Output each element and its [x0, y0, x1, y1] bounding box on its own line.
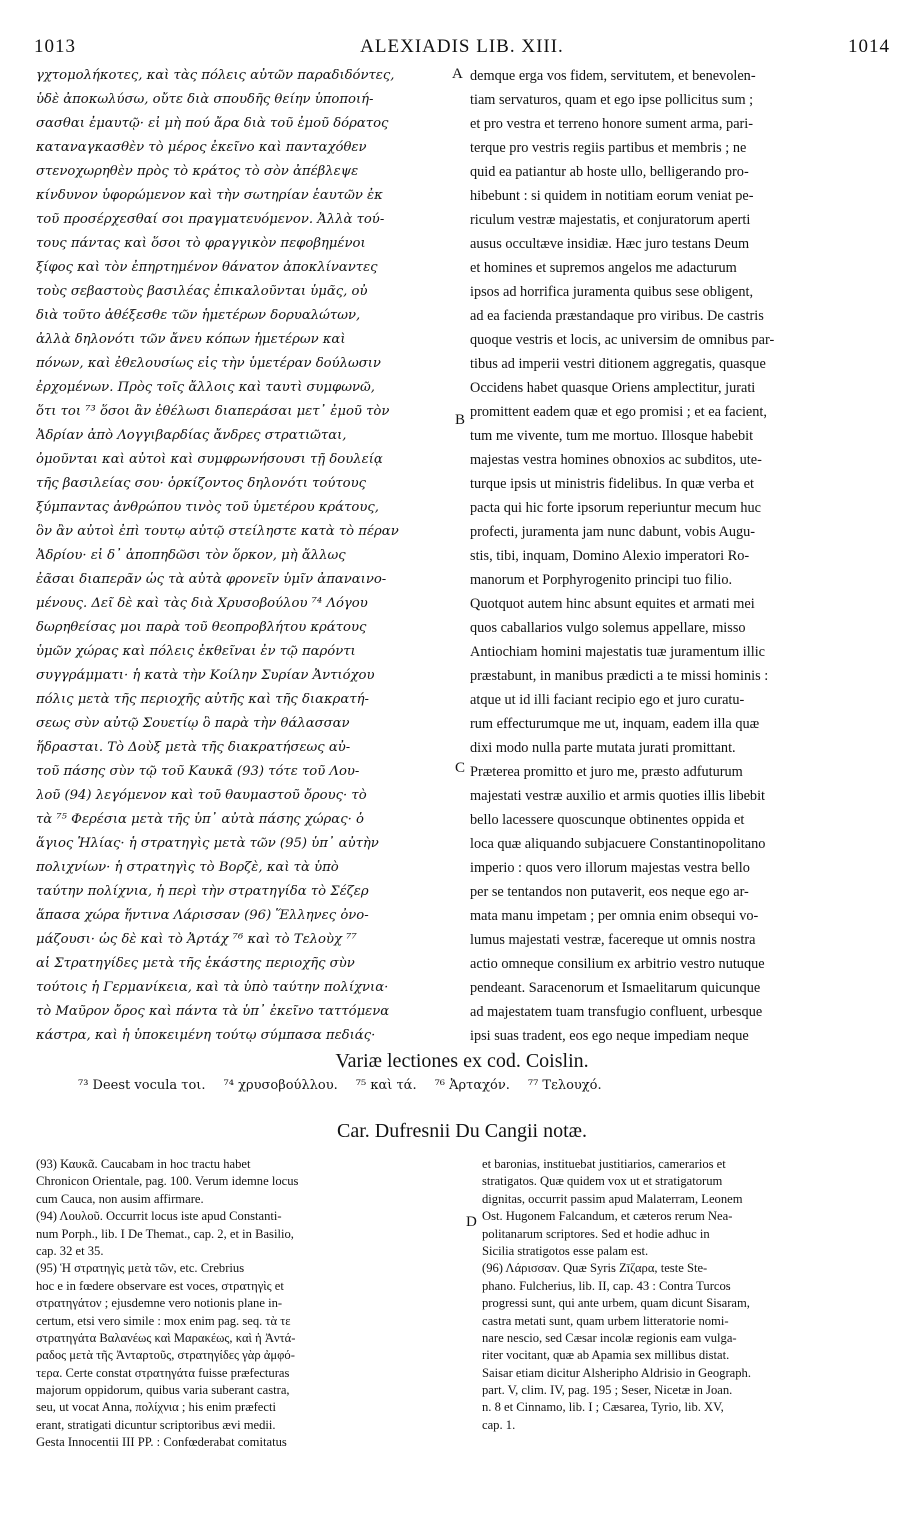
latin-text-line: per se tentandos non putaverit, eos neque ego ar- — [470, 884, 749, 900]
latin-text-line: mata manu impetam ; per omnia enim obsequi vo- — [470, 908, 759, 924]
greek-text-line: ξύμπαντας ἀνθρώπου τινὸς τοῦ ὑμετέρου κράτους, — [36, 500, 379, 515]
variant-reading: ⁷⁶ Ἀρταχόν. — [434, 1078, 510, 1093]
greek-text-line: στενοχωρηθὲν πρὸς τὸ κράτος τὸ σὸν ἀπέβλεψε — [36, 164, 359, 179]
margin-letter-a: A — [452, 66, 463, 82]
greek-text-column — [36, 64, 452, 1048]
latin-text-line: atque ut id illi faciant recipio ego et juro curatu- — [470, 692, 745, 708]
latin-text-line: quid ea patiantur ab hoste ullo, belligerando pro- — [470, 164, 749, 180]
latin-text-line: hibebunt : si quidem in notitiam eorum veniat pe- — [470, 188, 754, 204]
note-line: ραδος μετὰ τῆς Ἀνταρτοῦς, στρατηγίδες γὰρ ἀμφό- — [36, 1348, 295, 1363]
greek-text-line: κίνδυνον ὑφορώμενον καὶ τὴν σωτηρίαν ἑαυτῶν ἐκ — [36, 188, 383, 203]
greek-text-line: διὰ τοῦτο ἀθέξεσθε τῶν ἡμετέρων δορυαλώτων, — [36, 308, 361, 323]
note-line: Chronicon Orientale, pag. 100. Verum idemne locus — [36, 1174, 299, 1189]
greek-text-line: ἅπασα χώρα ἥντινα Λάρισσαν (96) Ἕλληνες ὀνο- — [36, 908, 369, 923]
note-line: erant, stratigati dicuntur scriptoribus ævi medii. — [36, 1417, 276, 1432]
note-line: certum, etsi vero simile : mox enim pag. seq. τὰ τε — [36, 1313, 291, 1328]
greek-text-line: ὅτι τοι ⁷³ ὅσοι ἂν ἐθέλωσι διαπεράσαι μετ᾽ ἐμοῦ τὸν — [36, 404, 390, 419]
greek-text-line: ἥδρασται. Τὸ Δοὺξ μετὰ τῆς διακρατήσεως αὐ- — [36, 740, 351, 755]
note-line: phano. Fulcherius, lib. II, cap. 43 : Contra Turcos — [482, 1278, 731, 1293]
note-line: nare nescio, sed Cæsar incolæ regionis eam vulga- — [482, 1330, 737, 1345]
greek-text-line: ὑδὲ ἀποκωλύσω, οὔτε διὰ σπουδῆς θείην ὑποποιή- — [36, 92, 374, 107]
greek-text-line: ὃν ἂν αὐτοὶ ἐπὶ τουτῳ αὐτῷ στείληστε κατὰ τὸ πέραν — [36, 524, 399, 539]
greek-text-line: λοῦ (94) λεγόμενον καὶ τοῦ θαυμαστοῦ ὄρους· τὸ — [36, 788, 367, 803]
note-line: (96) Λάρισσαν. Quæ Syris Zīζαρα, teste Ste- — [482, 1261, 708, 1276]
latin-text-line: tum me vivente, tum me mortuo. Illosque habebit — [470, 428, 754, 444]
notes-left-column — [36, 1156, 460, 1452]
latin-text-column — [470, 64, 890, 1048]
latin-text-line: manorum et Porphyrogenito principi tuo filio. — [470, 572, 733, 588]
margin-letter-d: D — [466, 1214, 477, 1230]
variant-reading: ⁷⁴ χρυσοβούλλου. — [223, 1078, 338, 1093]
variae-lectiones-title: Variæ lectiones ex cod. Coislin. — [335, 1050, 589, 1072]
latin-text-line: præstabunt, in manibus prædicti a te missi hominis : — [470, 668, 769, 684]
latin-text-line: Præterea promitto et juro me, præsto adfuturum — [470, 764, 743, 780]
greek-text-line: κάστρα, καὶ ἡ ὑποκειμένη τούτῳ σύμπασα πεδιάς· — [36, 1028, 376, 1043]
greek-text-line: τούτοις ἡ Γερμανίκεια, καὶ τὰ ὑπὸ ταύτην πολίχνια· — [36, 980, 389, 995]
greek-text-line: ἅγιος Ἡλίας· ἡ στρατηγὶς μετὰ τῶν (95) ὑπ᾽ αὐτὴν — [36, 836, 379, 851]
latin-text-line: Occidens habet quasque Oriens amplectitur, jurati — [470, 380, 756, 396]
latin-text-line: dixi modo nulla parte mutata jurati promittant. — [470, 740, 736, 756]
latin-text-line: promittent eadem quæ et ego promisi ; et ea facient, — [470, 404, 767, 420]
greek-text-line: ἐᾶσαι διαπερᾶν ὡς τὰ αὐτὰ φρονεῖν ὑμῖν ἀπαναινο- — [36, 572, 387, 587]
greek-text-line: ὀμοῦνται καὶ αὐτοὶ καὶ συμφρωνήσουσι τῇ δουλείᾳ — [36, 452, 383, 467]
note-line: cum Cauca, non ausim affirmare. — [36, 1191, 204, 1206]
note-line: στρατηγάτα Βαλανέως καὶ Μαρακέως, καὶ ἡ Ἀντά- — [36, 1330, 296, 1345]
note-line: majorum oppidorum, quibus varia suberant castra, — [36, 1383, 290, 1398]
latin-text-line: lumus majestati vestræ, facereque ut omnis nostra — [470, 932, 756, 948]
note-line: Sicilia stratigotos esse palam est. — [482, 1243, 649, 1258]
greek-text-line: μάζουσι· ὡς δὲ καὶ τὸ Ἀρτάχ ⁷⁶ καὶ τὸ Τελοὺχ ⁷⁷ — [36, 932, 357, 947]
latin-text-line: turque ipsis ut ministris fidelibus. In quæ verba et — [470, 476, 754, 492]
note-line: hoc e in fœdere observare est voces, στρατηγὶς et — [36, 1278, 284, 1293]
greek-text-line: τῆς βασιλείας σου· ὁρκίζοντος δηλονότι τούτους — [36, 476, 366, 491]
note-line: (93) Καυκᾶ. Caucabam in hoc tractu habet — [36, 1157, 251, 1171]
note-line: et baronias, instituebat justitiarios, camerarios et — [482, 1157, 726, 1171]
note-line: dignitas, occurrit passim apud Malaterram, Leonem — [482, 1191, 743, 1206]
running-title: ALEXIADIS LIB. XIII. — [360, 36, 564, 57]
greek-text-line: τὸ Μαῦρον ὄρος καὶ πάντα τὰ ὑπ᾽ ἐκεῖνο ταττόμενα — [36, 1004, 390, 1019]
note-line: politanarum scriptores. Sed et hodie adhuc in — [482, 1226, 710, 1241]
greek-text-line: Ἀδρίου· εἰ δ᾽ ἀποπηδῶσι τὸν ὅρκον, μὴ ἄλλως — [36, 548, 346, 563]
greek-text-line: τοῦ πάσης σὺν τῷ τοῦ Καυκᾶ (93) τότε τοῦ Λου- — [36, 764, 360, 779]
note-line: part. V, clim. IV, pag. 195 ; Seser, Nicetæ in Joan. — [482, 1383, 733, 1398]
note-line: στρατηγάτον ; ejusdemne vero notionis plane in- — [36, 1296, 283, 1311]
latin-text-line: profecti, juramenta jam nunc dabunt, vobis Augu- — [470, 524, 756, 540]
note-line: Ost. Hugonem Falcandum, et cæteros rerum Nea- — [482, 1209, 733, 1224]
latin-text-line: quos caballarios vulgo solemus appellare, misso — [470, 620, 746, 636]
greek-text-line: δωρηθείσας μοι παρὰ τοῦ θεοπροβλήτου κράτους — [36, 620, 367, 635]
note-line: (95) Ἡ στρατηγὶς μετὰ τῶν, etc. Crebrius — [36, 1261, 245, 1276]
latin-text-line: pendeant. Saracenorum et Ismaelitarum quicunque — [470, 980, 761, 996]
notes-right-column — [482, 1156, 890, 1434]
greek-text-line: ξίφος καὶ τὸν ἐπηρτημένον θάνατον ἀποκλίναντες — [36, 260, 378, 275]
latin-text-line: et pro vestra et terreno honore sument arma, pari- — [470, 116, 754, 132]
variae-lectiones-list — [78, 1078, 884, 1093]
note-line: castra metati sunt, quam urbem litteratorie nomi- — [482, 1313, 729, 1328]
note-line: τερα. Certe constat στρατηγάτα fuisse præfecturas — [36, 1365, 290, 1380]
latin-text-line: quoque vestris et locis, ac universim de omnibus par- — [470, 332, 775, 348]
greek-text-line: τοὺς σεβαστοὺς βασιλέας ἐπικαλοῦνται ὑμᾶς, οὐ — [36, 284, 368, 299]
note-line: n. 8 et Cinnamo, lib. I ; Cæsarea, Tyrio, lib. XV, — [482, 1400, 724, 1415]
variant-reading: ⁷⁷ Τελουχό. — [527, 1078, 602, 1093]
latin-text-line: loca quæ aliquando subjacuere Constantinopolitano — [470, 836, 766, 852]
latin-text-line: actio omneque consilium ex arbitrio vestro nutuque — [470, 956, 765, 972]
note-line: riter vocitant, quæ ab Apamia sex millibus distat. — [482, 1348, 730, 1363]
latin-text-line: ad majestatem tuam transfugio confluent, urbesque — [470, 1004, 763, 1020]
latin-text-line: ad ea facienda præstandaque pro viribus. De castris — [470, 308, 764, 324]
greek-text-line: μένους. Δεῖ δὲ καὶ τὰς διὰ Χρυσοβούλου ⁷⁴ Λόγου — [36, 596, 368, 611]
note-line: num Porph., lib. I De Themat., cap. 2, et in Basilio, — [36, 1226, 294, 1241]
greek-text-line: τους πάντας καὶ ὅσοι τὸ φραγγικὸν πεφοβημένοι — [36, 236, 366, 251]
greek-text-line: γχτομολήκοτες, καὶ τὰς πόλεις αὐτῶν παραδιδόντες, — [36, 68, 395, 83]
latin-text-line: ipsos ad horrifica juramenta quibus sese obligent, — [470, 284, 754, 300]
left-page-number: 1013 — [34, 36, 76, 57]
greek-text-line: τὰ ⁷⁵ Φερέσια μετὰ τῆς ὑπ᾽ αὐτὰ πάσης χώρας· ὁ — [36, 812, 364, 827]
greek-text-line: αἱ Στρατηγίδες μετὰ τῆς ἑκάστης περιοχῆς σὺν — [36, 956, 355, 971]
greek-text-line: πόνων, καὶ ἐθελουσίως εἰς τὴν ὑμετέραν δούλωσιν — [36, 356, 381, 371]
latin-text-line: imperio : quos vero illorum majestas vestra bello — [470, 860, 750, 876]
margin-letter-b: B — [455, 412, 466, 428]
latin-text-line: Antiochiam homini majestatis tuæ juramentum illic — [470, 644, 766, 660]
notes-title: Car. Dufresnii Du Cangii notæ. — [337, 1120, 587, 1142]
note-line: Gesta Innocentii III PP. : Confœderabat comitatus — [36, 1435, 287, 1450]
greek-text-line: καταναγκασθὲν τὸ μέρος ἐκεῖνο καὶ πανταχόθεν — [36, 140, 367, 155]
variant-reading: ⁷⁵ καὶ τά. — [355, 1078, 417, 1093]
latin-text-line: tiam servaturos, quam et ego ipse pollicitus sum ; — [470, 92, 754, 108]
greek-text-line: Ἀδρίαν ἀπὸ Λογγιβαρδίας ἄνδρες στρατιῶται, — [36, 428, 347, 443]
latin-text-line: Quotquot autem hinc absunt equites et armati mei — [470, 596, 755, 612]
greek-text-line: συγγράμματι· ἡ κατὰ τὴν Κοίλην Συρίαν Ἀντιόχου — [36, 668, 375, 683]
latin-text-line: riculum vestræ majestatis, et conjuratorum aperti — [470, 212, 751, 228]
latin-text-line: majestas vestra homines obnoxios ac subditos, ute- — [470, 452, 762, 468]
note-line: progressi sunt, qui ante urbem, quam dicunt Sisaram, — [482, 1296, 750, 1311]
latin-text-line: pacta qui hic forte ipsorum reperiuntur mecum huc — [470, 500, 761, 516]
latin-text-line: bello lacessere quoscunque obtinentes oppida et — [470, 812, 745, 828]
latin-text-line: demque erga vos fidem, servitutem, et benevolen- — [470, 68, 756, 84]
greek-text-line: σασθαι ἐμαυτῷ· εἰ μὴ πού ἄρα διὰ τοῦ ἐμοῦ δόρατος — [36, 116, 389, 131]
running-header — [34, 36, 890, 58]
note-line: cap. 1. — [482, 1417, 516, 1432]
latin-text-line: tibus ad imperii vestri ditionem aggregatis, quasque — [470, 356, 766, 372]
latin-text-line: ipsi suas tradent, eos ego neque impediam neque — [470, 1028, 749, 1044]
latin-text-line: ausus occultæve insidiæ. Hæc juro testans Deum — [470, 236, 750, 252]
margin-letter-c: C — [455, 760, 466, 776]
latin-text-line: stis, tibi, inquam, Domino Alexio imperatori Ro- — [470, 548, 750, 564]
greek-text-line: τοῦ προσέρχεσθαί σοι πραγματευόμενον. Ἀλλὰ τού- — [36, 212, 385, 227]
note-line: seu, ut vocat Anna, πολίχνια ; his enim præfecti — [36, 1400, 276, 1415]
greek-text-line: πόλις μετὰ τῆς περιοχῆς αὐτῆς καὶ τῆς διακρατή- — [36, 692, 369, 707]
variant-reading: ⁷³ Deest vocula τοι. — [78, 1078, 206, 1093]
greek-text-line: ἐρχομένων. Πρὸς τοῖς ἄλλοις καὶ ταυτὶ συμφωνῶ, — [36, 380, 375, 395]
latin-text-line: terque pro vestris regiis partibus et membris ; ne — [470, 140, 747, 156]
note-line: stratigatos. Quæ quidem vox ut et stratigatorum — [482, 1174, 723, 1189]
note-line: cap. 32 et 35. — [36, 1243, 104, 1258]
latin-text-line: majestati vestræ auxilio et armis quoties illis libebit — [470, 788, 766, 804]
greek-text-line: ὑμῶν χώρας καὶ πόλεις ἐκθεῖναι ἐν τῷ παρόντι — [36, 644, 356, 659]
greek-text-line: σεως σὺν αὐτῷ Σουετίῳ ὃ παρὰ τὴν θάλασσαν — [36, 716, 350, 731]
right-page-number: 1014 — [848, 36, 890, 57]
greek-text-line: πολιχνίων· ἡ στρατηγὶς τὸ Βορζὲ, καὶ τὰ ὑπὸ — [36, 860, 339, 875]
greek-text-line: ἀλλὰ δηλονότι τῶν ἄνευ κόπων ἡμετέρων καὶ — [36, 332, 346, 347]
greek-text-line: ταύτην πολίχνια, ἡ περὶ τὴν στρατηγίδα τὸ Σέζερ — [36, 884, 369, 899]
latin-text-line: et homines et supremos angelos me adacturum — [470, 260, 737, 276]
note-line: Saisar etiam dicitur Alsheripho Aldrisio in Geograph. — [482, 1365, 751, 1380]
latin-text-line: rum effecturumque me ut, inquam, eadem illa quæ — [470, 716, 760, 732]
note-line: (94) Λουλοῦ. Occurrit locus iste apud Constanti- — [36, 1209, 282, 1224]
